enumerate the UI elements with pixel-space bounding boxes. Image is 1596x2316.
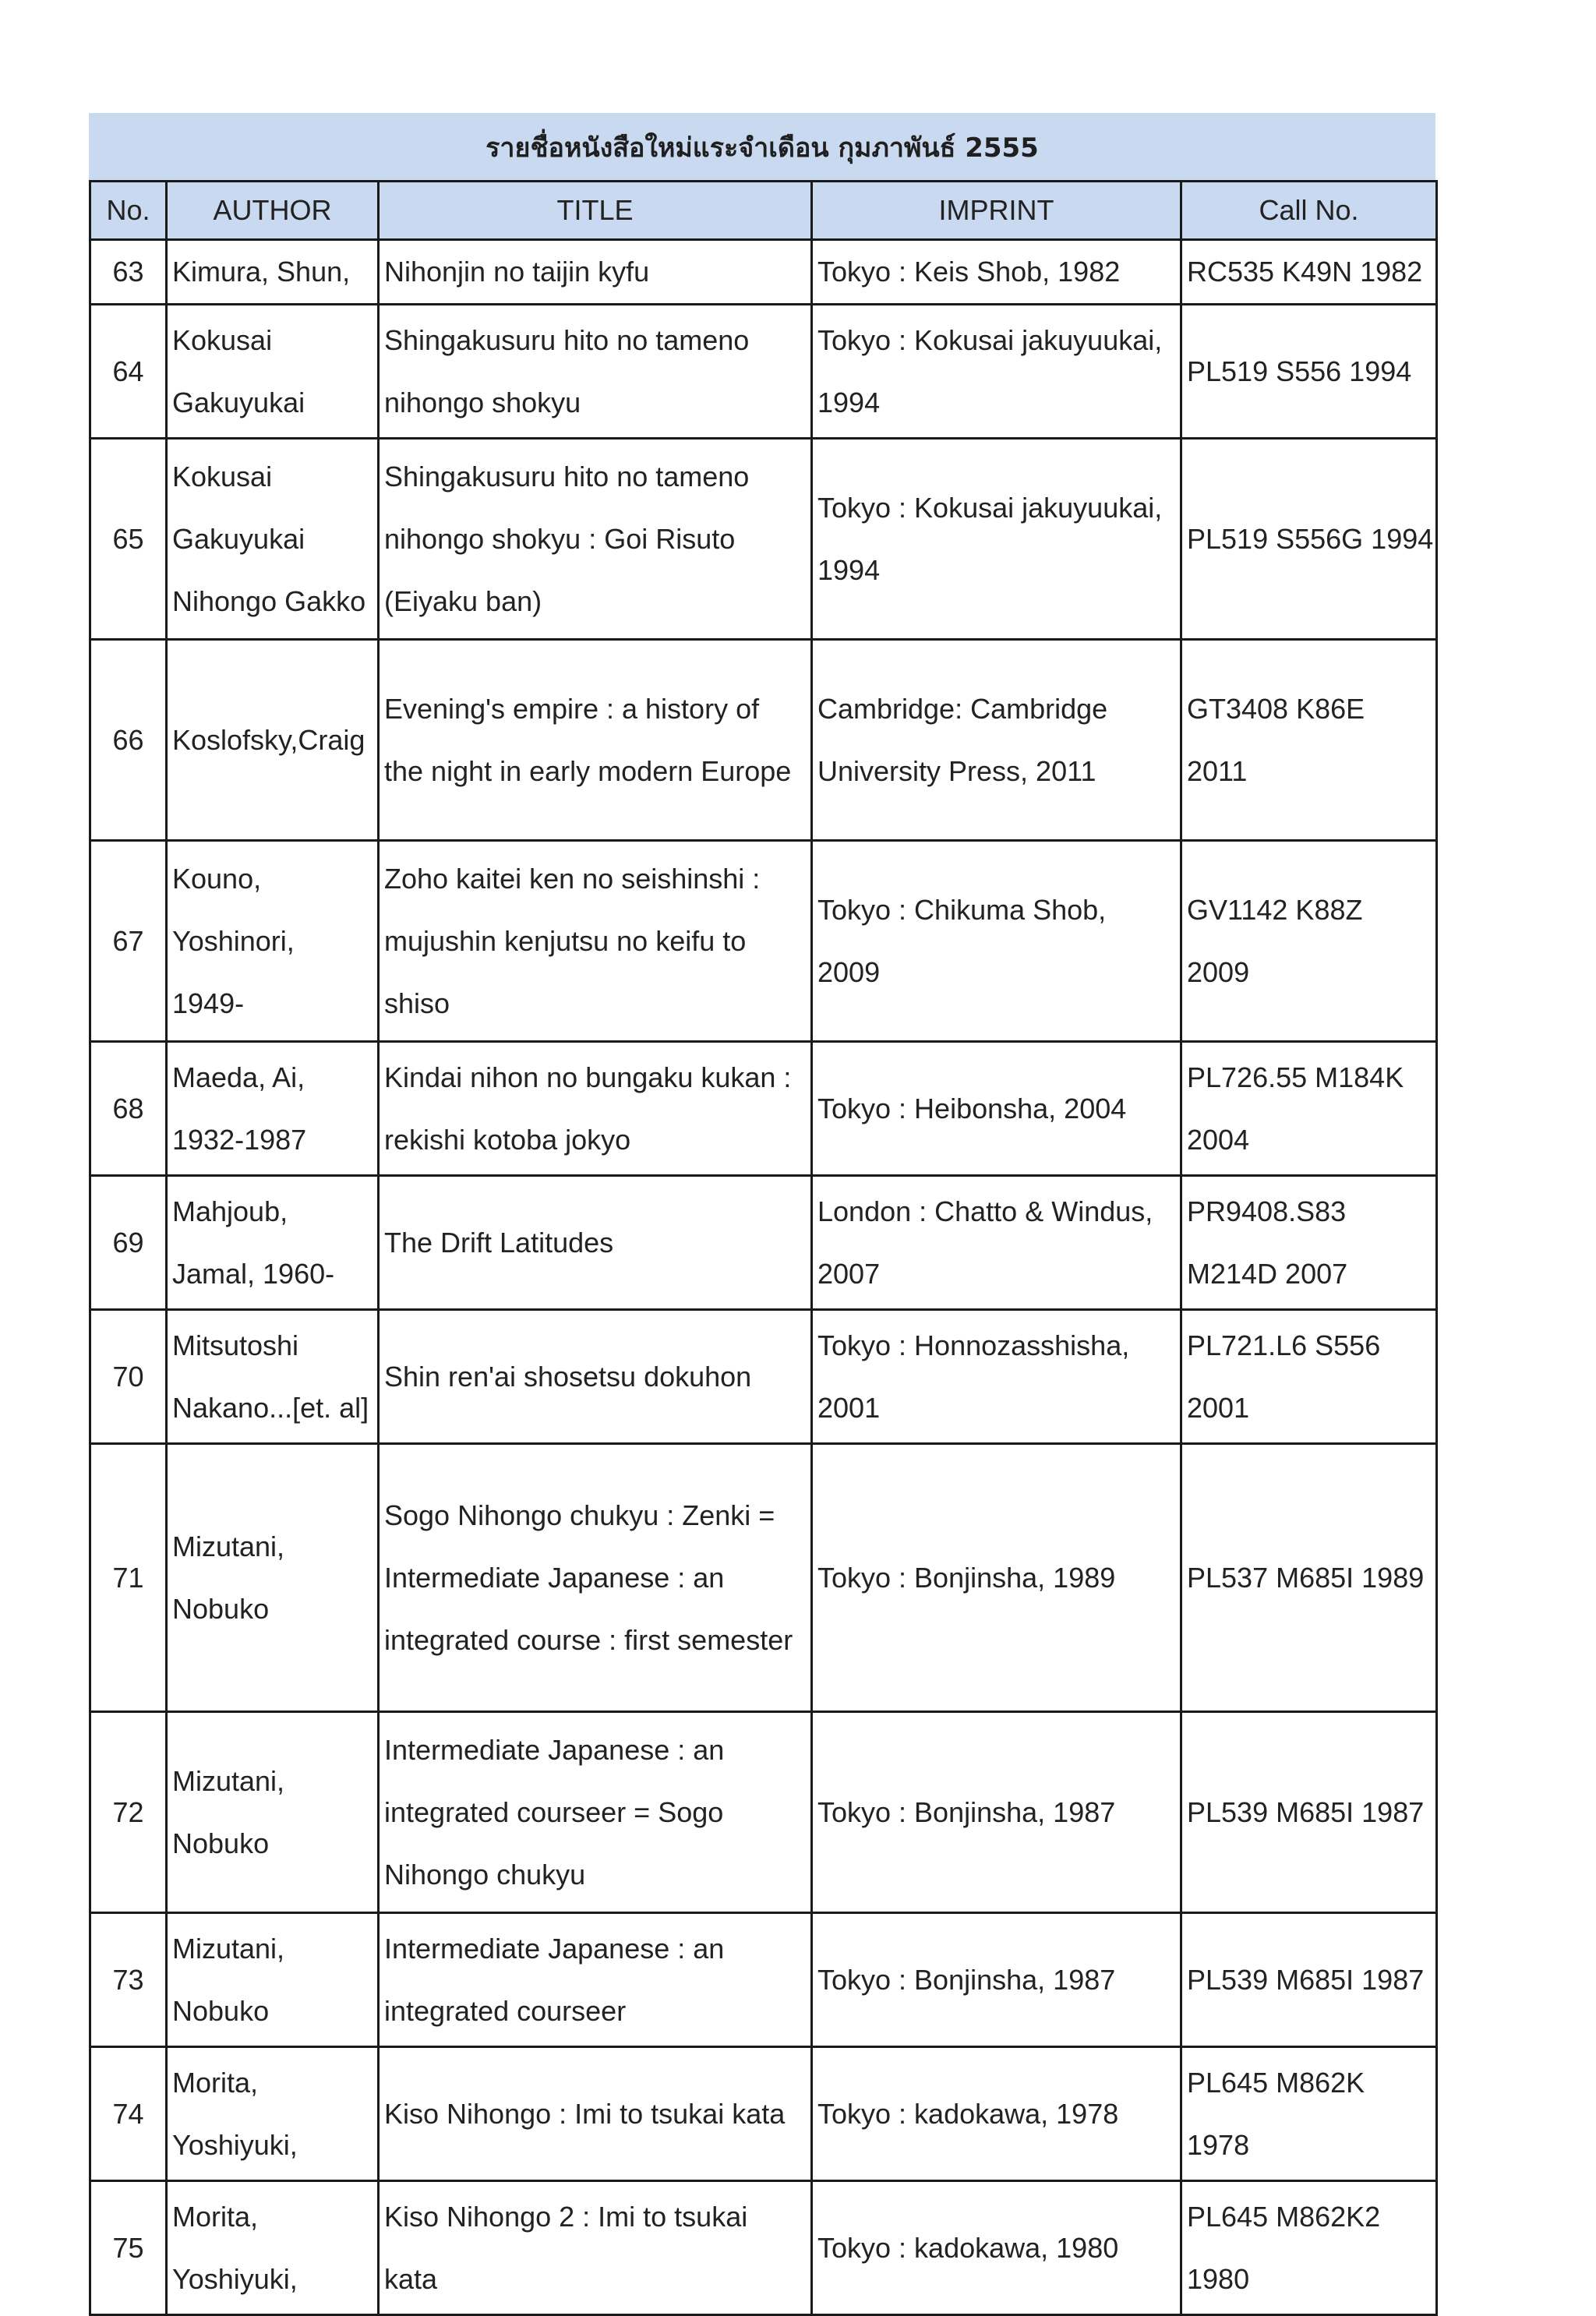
cell-imprint-line: 2009	[817, 955, 881, 988]
cell-title-line: the night in early modern Europe	[384, 754, 792, 787]
cell-title-line: shiso	[384, 987, 450, 1019]
cell-call-no	[1181, 240, 1437, 305]
cell-title	[379, 1913, 812, 2047]
cell-author-line: Kokusai	[172, 460, 273, 493]
cell-title-line: Shingakusuru hito no tameno	[384, 323, 750, 356]
table-row	[90, 1444, 1437, 1712]
cell-call-no	[1181, 1042, 1437, 1176]
cell-author	[167, 240, 379, 305]
cell-call-no-line: 2009	[1187, 955, 1250, 988]
cell-imprint	[812, 1712, 1181, 1913]
column-header-author: AUTHOR	[167, 182, 379, 240]
cell-author	[167, 1712, 379, 1913]
column-header-title: TITLE	[379, 182, 812, 240]
table-row	[90, 1310, 1437, 1444]
cell-call-no-line: PL645 M862K	[1187, 2066, 1365, 2099]
cell-call-no-line: 2001	[1187, 1391, 1250, 1424]
cell-author-line: Nihongo Gakko	[172, 584, 366, 617]
cell-no: 74	[90, 2047, 167, 2181]
cell-title	[379, 1712, 812, 1913]
cell-title	[379, 439, 812, 640]
cell-author-line: Gakuyukai	[172, 386, 305, 418]
cell-title-line: Kiso Nihongo 2 : Imi to tsukai	[384, 2200, 748, 2233]
cell-author-line: 1949-	[172, 987, 245, 1019]
cell-imprint	[812, 2047, 1181, 2181]
cell-title	[379, 841, 812, 1042]
cell-title-line: Kiso Nihongo : Imi to tsukai kata	[384, 2097, 786, 2130]
cell-call-no-line: PR9408.S83	[1187, 1195, 1347, 1227]
cell-imprint-line: Tokyo : Bonjinsha, 1987	[817, 1963, 1116, 1996]
cell-call-no-line: PL539 M685I 1987	[1187, 1963, 1425, 1996]
cell-no: 63	[90, 240, 167, 305]
cell-title-line: integrated courseer	[384, 1994, 627, 2027]
cell-author	[167, 1310, 379, 1444]
cell-call-no	[1181, 640, 1437, 841]
cell-author	[167, 2181, 379, 2315]
cell-title	[379, 305, 812, 439]
cell-imprint-line: Tokyo : kadokawa, 1980	[817, 2231, 1119, 2264]
cell-call-no	[1181, 2047, 1437, 2181]
cell-author	[167, 305, 379, 439]
header-row	[90, 182, 1437, 240]
cell-imprint-line: 2007	[817, 1257, 881, 1290]
cell-imprint-line: Tokyo : Keis Shob, 1982	[817, 256, 1121, 288]
cell-no: 73	[90, 1913, 167, 2047]
cell-call-no-line: PL721.L6 S556	[1187, 1329, 1381, 1361]
cell-title-line: integrated course : first semester	[384, 1623, 793, 1656]
column-header-no: No.	[90, 182, 167, 240]
cell-title-line: (Eiyaku ban)	[384, 584, 542, 617]
cell-no: 66	[90, 640, 167, 841]
cell-author-line: Nakano...[et. al]	[172, 1391, 369, 1424]
cell-author-line: Mizutani,	[172, 1764, 285, 1797]
cell-imprint-line: Tokyo : Honnozasshisha,	[817, 1329, 1130, 1361]
table-row	[90, 439, 1437, 640]
cell-title-line: The Drift Latitudes	[384, 1226, 614, 1259]
cell-author-line: Mizutani,	[172, 1530, 285, 1562]
cell-title-line: Kindai nihon no bungaku kukan :	[384, 1061, 792, 1093]
cell-title	[379, 240, 812, 305]
cell-author-line: Gakuyukai	[172, 522, 305, 555]
cell-title	[379, 1042, 812, 1176]
cell-author-line: Kimura, Shun,	[172, 256, 351, 288]
cell-call-no	[1181, 1310, 1437, 1444]
cell-imprint-line: Tokyo : Kokusai jakuyuukai,	[817, 323, 1163, 356]
cell-call-no-line: PL645 M862K2	[1187, 2200, 1381, 2233]
cell-author-line: Mitsutoshi	[172, 1329, 299, 1361]
column-header-imprint: IMPRINT	[812, 182, 1181, 240]
cell-call-no-line: 1980	[1187, 2262, 1250, 2295]
cell-call-no	[1181, 1176, 1437, 1310]
cell-author-line: Yoshiyuki,	[172, 2128, 298, 2161]
cell-title	[379, 1176, 812, 1310]
cell-author	[167, 1444, 379, 1712]
cell-author-line: Jamal, 1960-	[172, 1257, 335, 1290]
book-list-table	[89, 180, 1438, 2316]
cell-author-line: 1932-1987	[172, 1123, 307, 1156]
cell-author-line: Nobuko	[172, 1592, 270, 1625]
cell-author-line: Mizutani,	[172, 1932, 285, 1965]
cell-title	[379, 1310, 812, 1444]
cell-title	[379, 1444, 812, 1712]
cell-imprint-line: 2001	[817, 1391, 881, 1424]
cell-author-line: Nobuko	[172, 1827, 270, 1859]
cell-title-line: mujushin kenjutsu no keifu to	[384, 924, 747, 957]
cell-call-no-line: 2004	[1187, 1123, 1250, 1156]
cell-call-no-line: M214D 2007	[1187, 1257, 1348, 1290]
cell-title-line: Shin ren'ai shosetsu dokuhon	[384, 1360, 752, 1393]
cell-imprint-line: Tokyo : Bonjinsha, 1989	[817, 1561, 1116, 1594]
cell-call-no-line: RC535 K49N 1982	[1187, 256, 1423, 288]
cell-author-line: Morita,	[172, 2066, 259, 2099]
cell-imprint	[812, 841, 1181, 1042]
cell-title-line: integrated courseer = Sogo	[384, 1795, 724, 1828]
cell-author-line: Maeda, Ai,	[172, 1061, 305, 1093]
cell-imprint-line: 1994	[817, 553, 881, 586]
cell-author	[167, 1176, 379, 1310]
cell-title-line: Nihongo chukyu	[384, 1858, 586, 1891]
cell-author-line: Kouno,	[172, 862, 262, 895]
table-row	[90, 1042, 1437, 1176]
table-row	[90, 841, 1437, 1042]
table-row	[90, 1913, 1437, 2047]
cell-author-line: Kokusai	[172, 323, 273, 356]
cell-imprint-line: Tokyo : Chikuma Shob,	[817, 893, 1107, 926]
cell-call-no-line: 2011	[1187, 754, 1248, 787]
cell-no: 75	[90, 2181, 167, 2315]
cell-imprint	[812, 640, 1181, 841]
cell-call-no-line: 1978	[1187, 2128, 1250, 2161]
cell-imprint	[812, 2181, 1181, 2315]
table-row	[90, 2181, 1437, 2315]
cell-call-no-line: PL519 S556 1994	[1187, 355, 1412, 387]
book-list-sheet	[89, 113, 1435, 2316]
cell-no: 68	[90, 1042, 167, 1176]
cell-call-no-line: PL726.55 M184K	[1187, 1061, 1404, 1093]
cell-no: 67	[90, 841, 167, 1042]
cell-no: 65	[90, 439, 167, 640]
cell-imprint-line: University Press, 2011	[817, 754, 1096, 787]
cell-title-line: Intermediate Japanese : an	[384, 1932, 725, 1965]
table-row	[90, 640, 1437, 841]
cell-title-line: kata	[384, 2262, 438, 2295]
cell-call-no	[1181, 841, 1437, 1042]
cell-title-line: nihongo shokyu : Goi Risuto	[384, 522, 736, 555]
cell-title-line: Intermediate Japanese : an	[384, 1733, 725, 1766]
cell-author-line: Mahjoub,	[172, 1195, 288, 1227]
cell-imprint-line: Tokyo : kadokawa, 1978	[817, 2097, 1119, 2130]
cell-imprint-line: London : Chatto & Windus,	[817, 1195, 1153, 1227]
cell-author-line: Morita,	[172, 2200, 259, 2233]
cell-title	[379, 2181, 812, 2315]
table-row	[90, 305, 1437, 439]
cell-imprint	[812, 240, 1181, 305]
cell-no: 71	[90, 1444, 167, 1712]
cell-title-line: nihongo shokyu	[384, 386, 581, 418]
cell-call-no	[1181, 1712, 1437, 1913]
cell-imprint-line: Tokyo : Heibonsha, 2004	[817, 1092, 1127, 1124]
cell-title-line: Nihonjin no taijin kyfu	[384, 256, 650, 288]
cell-imprint	[812, 1176, 1181, 1310]
cell-author-line: Yoshinori,	[172, 924, 295, 957]
cell-title-line: rekishi kotoba jokyo	[384, 1123, 631, 1156]
cell-call-no-line: GT3408 K86E	[1187, 692, 1365, 725]
cell-call-no	[1181, 1913, 1437, 2047]
cell-author-line: Nobuko	[172, 1994, 270, 2027]
cell-call-no	[1181, 305, 1437, 439]
cell-title	[379, 640, 812, 841]
cell-title	[379, 2047, 812, 2181]
cell-imprint	[812, 1310, 1181, 1444]
cell-title-line: Intermediate Japanese : an	[384, 1561, 725, 1594]
cell-imprint-line: Cambridge: Cambridge	[817, 692, 1108, 725]
cell-imprint	[812, 1444, 1181, 1712]
cell-imprint-line: Tokyo : Bonjinsha, 1987	[817, 1795, 1116, 1828]
cell-call-no-line: GV1142 K88Z	[1187, 893, 1363, 926]
table-row	[90, 2047, 1437, 2181]
table-row	[90, 240, 1437, 305]
cell-title-line: Sogo Nihongo chukyu : Zenki =	[384, 1499, 775, 1531]
cell-author	[167, 2047, 379, 2181]
cell-title-line: Shingakusuru hito no tameno	[384, 460, 750, 493]
cell-imprint	[812, 1913, 1181, 2047]
cell-imprint	[812, 439, 1181, 640]
cell-no: 69	[90, 1176, 167, 1310]
cell-call-no-line: PL519 S556G 1994	[1187, 522, 1434, 555]
cell-title-line: Zoho kaitei ken no seishinshi :	[384, 862, 761, 895]
cell-no: 72	[90, 1712, 167, 1913]
column-header-call-no: Call No.	[1181, 182, 1437, 240]
cell-author-line: Yoshiyuki,	[172, 2262, 298, 2295]
cell-imprint-line: Tokyo : Kokusai jakuyuukai,	[817, 491, 1163, 524]
cell-author	[167, 1042, 379, 1176]
cell-imprint-line: 1994	[817, 386, 881, 418]
cell-author	[167, 439, 379, 640]
cell-imprint	[812, 305, 1181, 439]
table-row	[90, 1176, 1437, 1310]
cell-no: 64	[90, 305, 167, 439]
cell-author	[167, 841, 379, 1042]
cell-call-no-line: PL537 M685I 1989	[1187, 1561, 1425, 1594]
cell-imprint	[812, 1042, 1181, 1176]
table-row	[90, 1712, 1437, 1913]
cell-call-no	[1181, 439, 1437, 640]
cell-title-line: Evening's empire : a history of	[384, 692, 760, 725]
cell-author-line: Koslofsky,Craig	[172, 723, 365, 756]
cell-call-no	[1181, 2181, 1437, 2315]
cell-no: 70	[90, 1310, 167, 1444]
cell-author	[167, 1913, 379, 2047]
cell-call-no-line: PL539 M685I 1987	[1187, 1795, 1425, 1828]
page-title: รายชื่อหนังสือใหม่แระจำเดือน กุมภาพันธ์ 2555	[89, 113, 1435, 180]
cell-author	[167, 640, 379, 841]
cell-call-no	[1181, 1444, 1437, 1712]
